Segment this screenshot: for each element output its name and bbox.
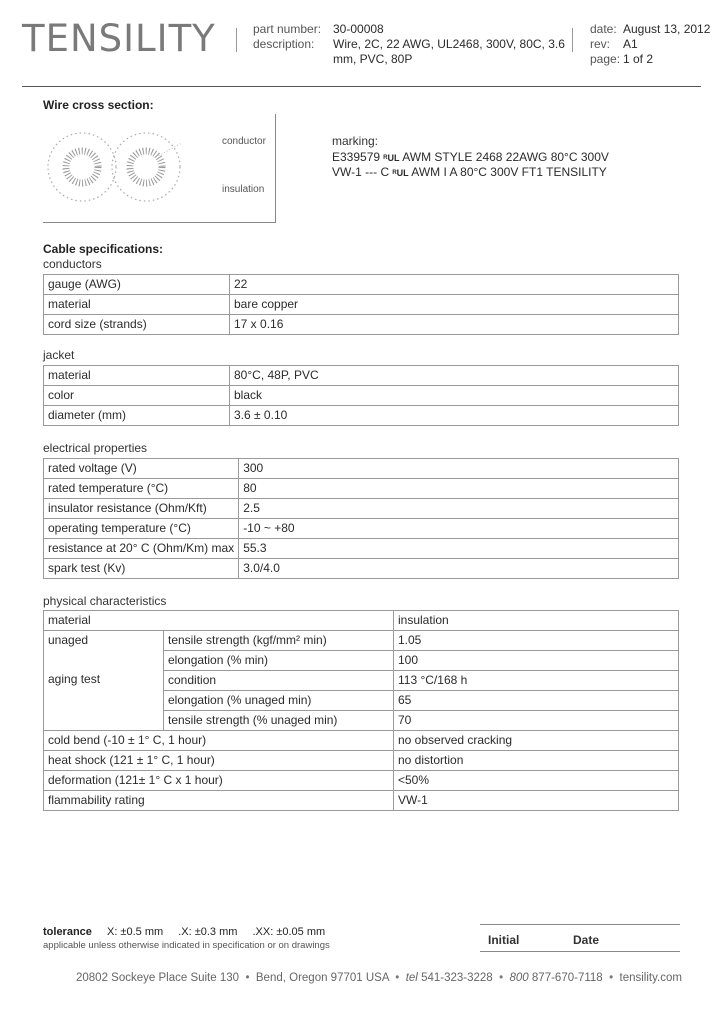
table-row <box>44 295 679 315</box>
bullet-icon: • <box>242 972 253 984</box>
spec-value: 17 x 0.16 <box>230 315 679 335</box>
footer-tel: 541-323-3228 <box>421 972 493 984</box>
spec-label: gauge (AWG) <box>44 275 230 295</box>
spec-label: insulator resistance (Ohm/Kft) <box>44 499 239 519</box>
spec-value: no distortion <box>394 751 679 771</box>
spec-label: cord size (strands) <box>44 315 230 335</box>
conductor-leader-line <box>156 143 182 157</box>
bullet-icon: • <box>392 972 403 984</box>
cross-section-diagram <box>44 125 224 215</box>
page-value: 1 of 2 <box>623 52 654 66</box>
spec-label: tensile strength (kgf/mm² min) <box>164 631 394 651</box>
table-row <box>44 791 679 811</box>
insulation-circle-right-icon <box>112 133 180 201</box>
table-row <box>44 275 679 295</box>
marking-line2-text-a: VW-1 --- C <box>332 165 390 179</box>
electrical-table <box>43 458 679 579</box>
footer <box>76 972 682 984</box>
footer-toll: 877-670-7118 <box>531 972 603 984</box>
header-divider-right <box>572 28 573 52</box>
spec-value: 3.0/4.0 <box>239 559 679 579</box>
rev-value: A1 <box>623 37 638 51</box>
footer-web-link[interactable]: tensility.com <box>619 972 682 984</box>
spec-label: operating temperature (°C) <box>44 519 239 539</box>
page-label: page: <box>590 52 621 66</box>
spec-value: black <box>230 386 679 406</box>
table-row <box>44 771 679 791</box>
spec-value: 55.3 <box>239 539 679 559</box>
signoff-initial: Initial <box>488 933 520 947</box>
aging-test-label: aging test <box>48 672 101 686</box>
table-row <box>44 611 679 631</box>
bullet-icon: • <box>495 972 507 984</box>
ul-logo-icon: ᴿUL <box>392 168 409 178</box>
spec-label: color <box>44 386 230 406</box>
table-row <box>44 386 679 406</box>
header-divider-left <box>236 28 237 52</box>
electrical-title: electrical properties <box>43 441 148 455</box>
part-number-label: part number: <box>253 22 322 36</box>
spec-label: spark test (Kv) <box>44 559 239 579</box>
description-value-line1: Wire, 2C, 22 AWG, UL2468, 300V, 80C, 3.6 <box>333 37 565 51</box>
spec-value: 70 <box>394 711 679 731</box>
header-rule <box>22 86 701 87</box>
aging-group-cell <box>44 631 164 731</box>
description-value-line2: mm, PVC, 80P <box>333 52 413 66</box>
spec-label: material <box>44 366 230 386</box>
marking-line1 <box>332 150 609 164</box>
conductors-table <box>43 274 679 335</box>
physical-title: physical characteristics <box>43 594 167 608</box>
spec-value: 113 °C/168 h <box>394 671 679 691</box>
jacket-title: jacket <box>43 348 75 362</box>
spec-label: material <box>44 295 230 315</box>
ul-logo-icon: ᴿUL <box>383 153 400 163</box>
spec-label: condition <box>164 671 394 691</box>
conductor-label: conductor <box>222 136 266 147</box>
conductor-core-right-icon <box>130 151 162 183</box>
spec-value: VW-1 <box>394 791 679 811</box>
company-logo: TENSILITY <box>22 17 216 60</box>
cable-specs-title: Cable specifications: <box>43 242 164 256</box>
marking-line1-text-b: AWM STYLE 2468 22AWG 80°C 300V <box>402 150 609 164</box>
spec-value: 80 <box>239 479 679 499</box>
footer-toll-label: 800 <box>509 972 529 984</box>
insulation-label: insulation <box>222 184 265 195</box>
table-row <box>44 366 679 386</box>
tolerance-x: X: ±0.5 mm <box>106 926 164 938</box>
spec-label: heat shock (121 ± 1° C, 1 hour) <box>44 751 394 771</box>
footer-city: Bend, Oregon 97701 USA <box>255 972 389 984</box>
spec-value: 100 <box>394 651 679 671</box>
table-row <box>44 631 679 651</box>
signoff-bottom-rule <box>480 951 680 952</box>
spec-value: 300 <box>239 459 679 479</box>
spec-value: 2.5 <box>239 499 679 519</box>
spec-value: 80°C, 48P, PVC <box>230 366 679 386</box>
spec-label: rated voltage (V) <box>44 459 239 479</box>
table-row <box>44 751 679 771</box>
part-number-value: 30-00008 <box>333 22 384 36</box>
table-row <box>44 519 679 539</box>
marking-title: marking: <box>332 134 379 148</box>
marking-line1-text-a: E339579 <box>332 150 381 164</box>
spec-label: diameter (mm) <box>44 406 230 426</box>
spec-value: -10 ~ +80 <box>239 519 679 539</box>
spec-value: <50% <box>394 771 679 791</box>
spec-label: elongation (% unaged min) <box>164 691 394 711</box>
footer-address: 20802 Sockeye Place Suite 130 <box>76 972 240 984</box>
spec-value: 65 <box>394 691 679 711</box>
spec-value: no observed cracking <box>394 731 679 751</box>
jacket-table <box>43 365 679 426</box>
unaged-label: unaged <box>48 633 89 647</box>
tolerance-line <box>43 926 325 938</box>
marking-line2 <box>332 165 607 179</box>
conductor-core-left-icon <box>66 151 98 183</box>
tolerance-note: applicable unless otherwise indicated in specification or on drawings <box>43 940 330 951</box>
spec-value: 3.6 ± 0.10 <box>230 406 679 426</box>
signoff-top-rule <box>480 924 680 925</box>
tolerance-xxx: .XX: ±0.05 mm <box>252 926 326 938</box>
footer-tel-label: tel <box>405 972 418 984</box>
spec-label: flammability rating <box>44 791 394 811</box>
table-row <box>44 539 679 559</box>
table-row <box>44 479 679 499</box>
table-row <box>44 315 679 335</box>
spec-value: 22 <box>230 275 679 295</box>
date-value: August 13, 2012 <box>623 22 711 36</box>
spec-label: tensile strength (% unaged min) <box>164 711 394 731</box>
table-row <box>44 731 679 751</box>
spec-label: rated temperature (°C) <box>44 479 239 499</box>
rev-label: rev: <box>590 37 611 51</box>
physical-header-insulation: insulation <box>394 611 679 631</box>
marking-line2-text-b: AWM I A 80°C 300V FT1 TENSILITY <box>411 165 607 179</box>
tolerance-label: tolerance <box>43 926 92 938</box>
spec-value: 1.05 <box>394 631 679 651</box>
table-row <box>44 406 679 426</box>
spec-label: elongation (% min) <box>164 651 394 671</box>
tolerance-xx: .X: ±0.3 mm <box>178 926 238 938</box>
spec-value: bare copper <box>230 295 679 315</box>
table-row <box>44 559 679 579</box>
spec-label: cold bend (-10 ± 1° C, 1 hour) <box>44 731 394 751</box>
insulation-circle-left-icon <box>48 133 116 201</box>
date-label: date: <box>590 22 617 36</box>
spec-label: deformation (121± 1° C x 1 hour) <box>44 771 394 791</box>
cross-section-title: Wire cross section: <box>43 98 154 112</box>
signoff-date: Date <box>573 933 600 947</box>
table-row <box>44 499 679 519</box>
table-row <box>44 459 679 479</box>
conductors-title: conductors <box>43 257 102 271</box>
description-label: description: <box>253 37 315 51</box>
physical-header-material: material <box>44 611 394 631</box>
bullet-icon: • <box>605 972 617 984</box>
spec-label: resistance at 20° C (Ohm/Km) max <box>44 539 239 559</box>
physical-table <box>43 610 679 811</box>
